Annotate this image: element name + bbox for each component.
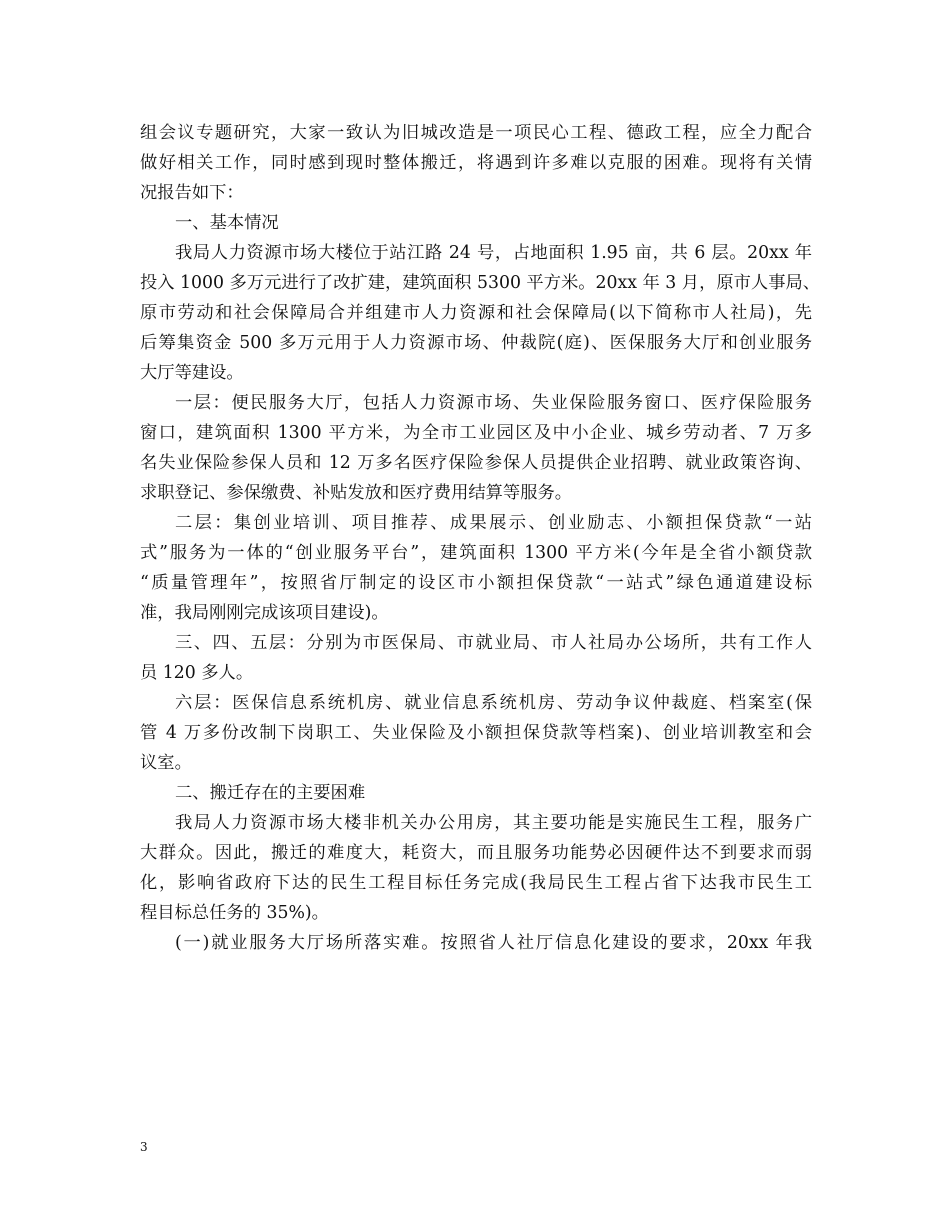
text-line: 况报告如下： [140, 183, 244, 203]
text-line: 六层：医保信息系统机房、就业信息系统机房、劳动争议仲裁庭、档案室(保 [175, 693, 812, 713]
text-line: 二、搬迁存在的主要困难 [175, 783, 366, 803]
text-line: 一层：便民服务大厅，包括人力资源市场、失业保险服务窗口、医疗保险服务 [175, 393, 812, 413]
text-line: 一、基本情况 [175, 213, 279, 233]
text-line: 我局人力资源市场大楼位于站江路 24 号，占地面积 1.95 亩，共 6 层。20xx 年 [175, 243, 812, 263]
text-line: 式”服务为一体的“创业服务平台”，建筑面积 1300 平方米(今年是全省小额贷款 [140, 543, 812, 563]
text-line: 员 120 多人。 [140, 663, 254, 683]
text-line: 程目标总任务的 35%)。 [140, 903, 329, 923]
text-line: (一)就业服务大厅场所落实难。按照省人社厅信息化建设的要求，20xx 年我 [175, 933, 812, 953]
text-line: 做好相关工作，同时感到现时整体搬迁，将遇到许多难以克服的困难。现将有关情 [140, 153, 812, 173]
text-line: “质量管理年”，按照省厅制定的设区市小额担保贷款“一站式”绿色通道建设标 [140, 573, 812, 593]
text-line: 原市劳动和社会保障局合并组建市人力资源和社会保障局(以下简称市人社局)，先 [140, 303, 812, 323]
text-line: 窗口，建筑面积 1300 平方米，为全市工业园区及中小企业、城乡劳动者、7 万多 [140, 423, 812, 443]
text-line: 大厅等建设。 [140, 363, 244, 383]
text-line: 名失业保险参保人员和 12 万多名医疗保险参保人员提供企业招聘、就业政策咨询、 [140, 453, 812, 473]
text-line: 管 4 万多份改制下岗职工、失业保险及小额担保贷款等档案)、创业培训教室和会 [140, 723, 812, 743]
text-line: 议室。 [140, 753, 192, 773]
text-line: 后筹集资金 500 多万元用于人力资源市场、仲裁院(庭)、医保服务大厅和创业服务 [140, 333, 812, 353]
text-line: 我局人力资源市场大楼非机关办公用房，其主要功能是实施民生工程，服务广 [175, 813, 812, 833]
text-line: 化，影响省政府下达的民生工程目标任务完成(我局民生工程占省下达我市民生工 [140, 873, 812, 893]
text-line: 三、四、五层：分别为市医保局、市就业局、市人社局办公场所，共有工作人 [175, 633, 812, 653]
text-line: 准，我局刚刚完成该项目建设)。 [140, 603, 389, 623]
text-line: 组会议专题研究，大家一致认为旧城改造是一项民心工程、德政工程，应全力配合 [140, 123, 812, 143]
text-line: 二层：集创业培训、项目推荐、成果展示、创业励志、小额担保贷款“一站 [175, 513, 812, 533]
page-number: 3 [140, 1140, 148, 1154]
document-body [140, 118, 821, 958]
text-line: 求职登记、参保缴费、补贴发放和医疗费用结算等服务。 [140, 483, 573, 503]
text-line: 投入 1000 多万元进行了改扩建，建筑面积 5300 平方米。20xx 年 3 月，原市人事局、 [140, 273, 821, 293]
text-line: 大群众。因此，搬迁的难度大，耗资大，而且服务功能势必因硬件达不到要求而弱 [140, 843, 812, 863]
